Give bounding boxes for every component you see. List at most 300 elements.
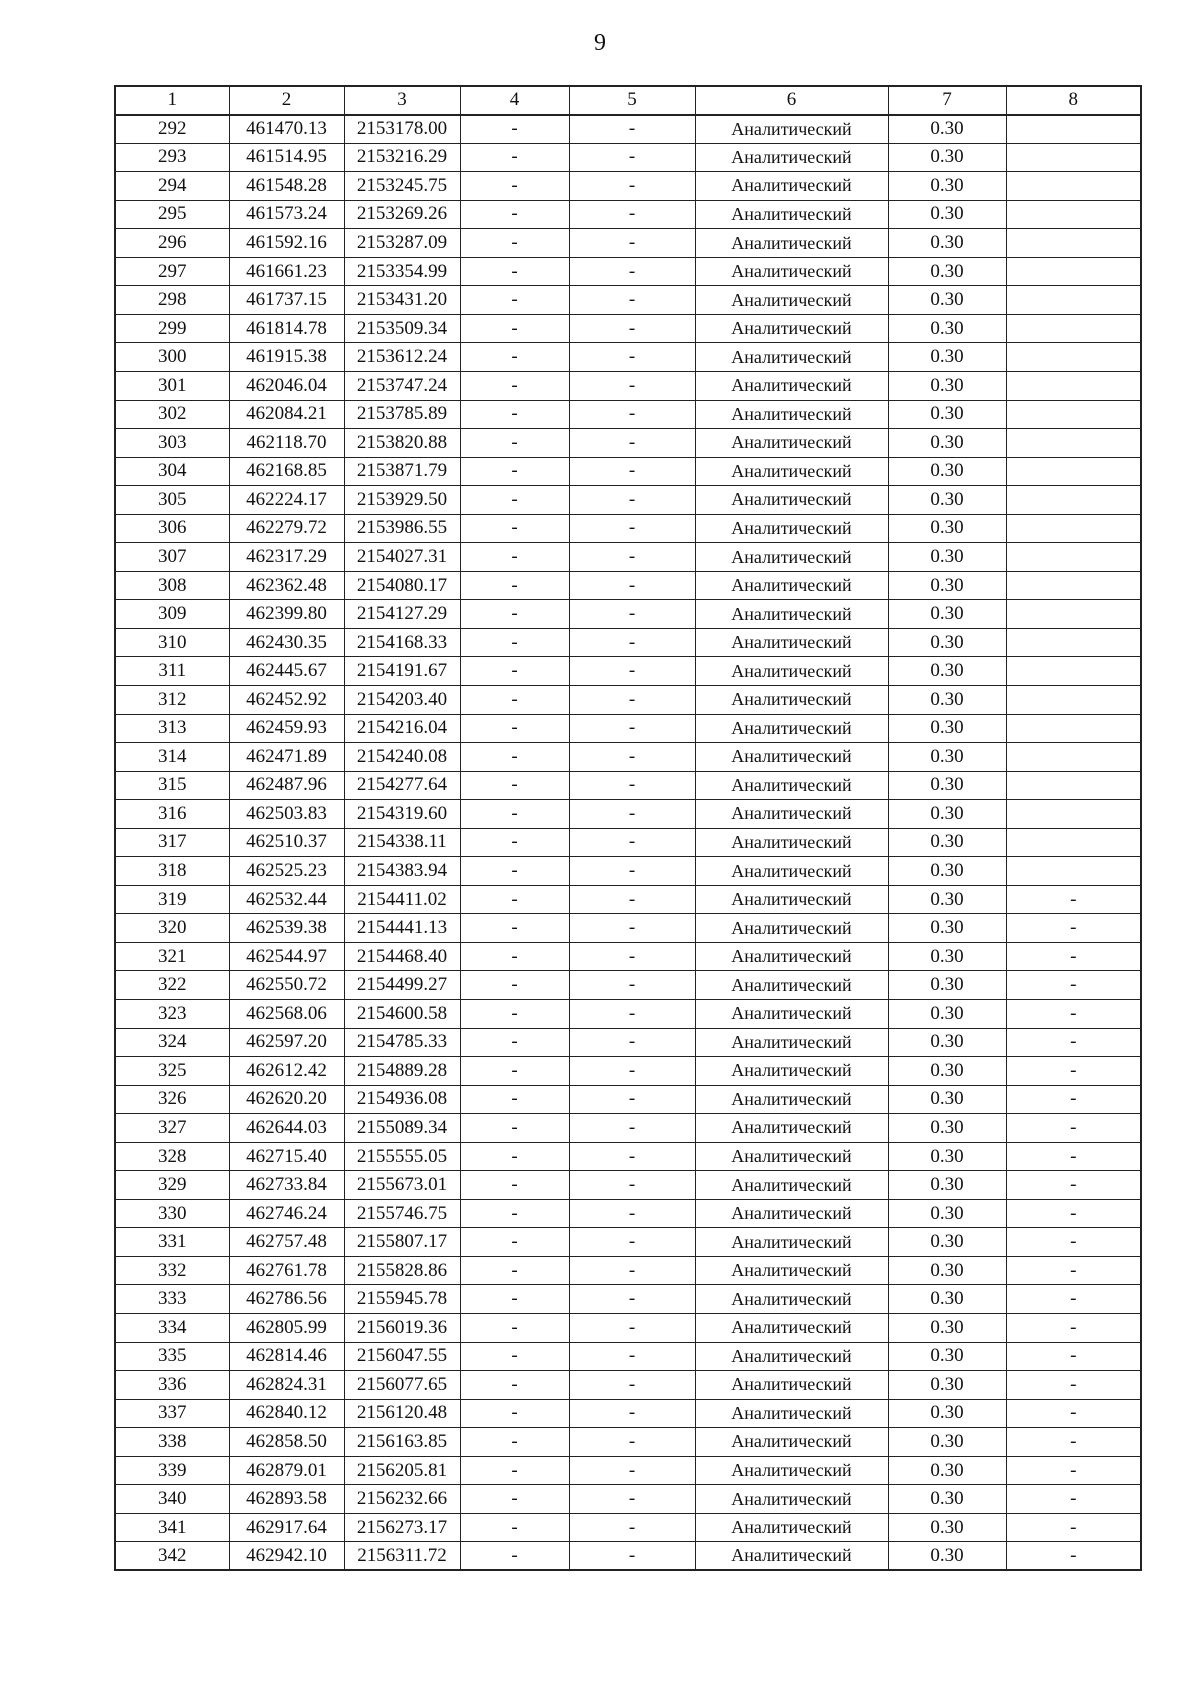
cell-col-5: - — [569, 343, 695, 372]
cell-col-5: - — [569, 1285, 695, 1314]
cell-point-number: 294 — [115, 172, 229, 201]
cell-col-4: - — [460, 1513, 569, 1542]
cell-col-4: - — [460, 714, 569, 743]
cell-col-5: - — [569, 1000, 695, 1029]
cell-col-5: - — [569, 1085, 695, 1114]
table-row — [115, 200, 1141, 229]
cell-col-5: - — [569, 857, 695, 886]
cell-coord-x: 462430.35 — [229, 628, 344, 657]
cell-accuracy: 0.30 — [888, 685, 1006, 714]
cell-coord-y: 2154216.04 — [344, 714, 460, 743]
cell-col-8: - — [1006, 1114, 1141, 1143]
cell-coord-y: 2155555.05 — [344, 1142, 460, 1171]
cell-accuracy: 0.30 — [888, 286, 1006, 315]
cell-determination-method: Аналитический — [695, 429, 888, 458]
cell-point-number: 328 — [115, 1142, 229, 1171]
cell-coord-x: 462805.99 — [229, 1314, 344, 1343]
cell-point-number: 307 — [115, 543, 229, 572]
cell-coord-y: 2153269.26 — [344, 200, 460, 229]
cell-coord-y: 2153820.88 — [344, 429, 460, 458]
cell-col-8: - — [1006, 1256, 1141, 1285]
cell-determination-method: Аналитический — [695, 657, 888, 686]
cell-determination-method: Аналитический — [695, 1314, 888, 1343]
cell-col-5: - — [569, 942, 695, 971]
cell-point-number: 308 — [115, 571, 229, 600]
cell-col-5: - — [569, 885, 695, 914]
cell-point-number: 326 — [115, 1085, 229, 1114]
cell-col-5: - — [569, 371, 695, 400]
cell-col-4: - — [460, 314, 569, 343]
cell-determination-method: Аналитический — [695, 1057, 888, 1086]
cell-accuracy: 0.30 — [888, 885, 1006, 914]
table-row — [115, 885, 1141, 914]
cell-coord-y: 2154785.33 — [344, 1028, 460, 1057]
cell-coord-y: 2153747.24 — [344, 371, 460, 400]
cell-determination-method: Аналитический — [695, 1456, 888, 1485]
cell-coord-x: 462084.21 — [229, 400, 344, 429]
cell-col-5: - — [569, 543, 695, 572]
table-row — [115, 1256, 1141, 1285]
cell-point-number: 335 — [115, 1342, 229, 1371]
cell-point-number: 303 — [115, 429, 229, 458]
cell-col-5: - — [569, 400, 695, 429]
cell-col-5: - — [569, 429, 695, 458]
cell-coord-y: 2156019.36 — [344, 1314, 460, 1343]
cell-coord-y: 2154411.02 — [344, 885, 460, 914]
cell-determination-method: Аналитический — [695, 143, 888, 172]
cell-point-number: 332 — [115, 1256, 229, 1285]
cell-coord-y: 2154889.28 — [344, 1057, 460, 1086]
header-cell-3: 3 — [344, 86, 460, 115]
cell-col-5: - — [569, 685, 695, 714]
cell-coord-y: 2153178.00 — [344, 115, 460, 144]
table-row — [115, 457, 1141, 486]
cell-col-5: - — [569, 1542, 695, 1571]
cell-determination-method: Аналитический — [695, 885, 888, 914]
cell-coord-y: 2154127.29 — [344, 600, 460, 629]
cell-col-4: - — [460, 1256, 569, 1285]
cell-point-number: 302 — [115, 400, 229, 429]
cell-col-5: - — [569, 457, 695, 486]
cell-col-8: - — [1006, 1171, 1141, 1200]
cell-coord-x: 462544.97 — [229, 942, 344, 971]
cell-determination-method: Аналитический — [695, 343, 888, 372]
cell-accuracy: 0.30 — [888, 457, 1006, 486]
cell-determination-method: Аналитический — [695, 486, 888, 515]
cell-point-number: 314 — [115, 743, 229, 772]
cell-determination-method: Аналитический — [695, 743, 888, 772]
cell-col-5: - — [569, 600, 695, 629]
cell-determination-method: Аналитический — [695, 1085, 888, 1114]
cell-col-4: - — [460, 1485, 569, 1514]
cell-point-number: 306 — [115, 514, 229, 543]
cell-coord-y: 2153216.29 — [344, 143, 460, 172]
cell-point-number: 311 — [115, 657, 229, 686]
cell-col-8 — [1006, 628, 1141, 657]
cell-determination-method: Аналитический — [695, 1399, 888, 1428]
cell-coord-y: 2156273.17 — [344, 1513, 460, 1542]
cell-col-4: - — [460, 400, 569, 429]
cell-accuracy: 0.30 — [888, 771, 1006, 800]
table-row — [115, 1542, 1141, 1571]
cell-point-number: 304 — [115, 457, 229, 486]
cell-coord-x: 462757.48 — [229, 1228, 344, 1257]
table-row — [115, 1513, 1141, 1542]
cell-determination-method: Аналитический — [695, 1542, 888, 1571]
table-row — [115, 143, 1141, 172]
cell-determination-method: Аналитический — [695, 514, 888, 543]
cell-col-4: - — [460, 571, 569, 600]
cell-col-4: - — [460, 286, 569, 315]
cell-col-4: - — [460, 257, 569, 286]
table-row — [115, 1142, 1141, 1171]
cell-coord-x: 462568.06 — [229, 1000, 344, 1029]
cell-col-5: - — [569, 229, 695, 258]
cell-col-8 — [1006, 657, 1141, 686]
cell-accuracy: 0.30 — [888, 1000, 1006, 1029]
cell-point-number: 333 — [115, 1285, 229, 1314]
cell-determination-method: Аналитический — [695, 1256, 888, 1285]
table-row — [115, 628, 1141, 657]
cell-point-number: 336 — [115, 1371, 229, 1400]
cell-coord-x: 462840.12 — [229, 1399, 344, 1428]
cell-accuracy: 0.30 — [888, 486, 1006, 515]
header-cell-5: 5 — [569, 86, 695, 115]
cell-point-number: 322 — [115, 971, 229, 1000]
cell-coord-x: 462471.89 — [229, 743, 344, 772]
cell-col-4: - — [460, 457, 569, 486]
cell-determination-method: Аналитический — [695, 1513, 888, 1542]
cell-determination-method: Аналитический — [695, 714, 888, 743]
cell-col-4: - — [460, 1000, 569, 1029]
table-row — [115, 314, 1141, 343]
table-row — [115, 771, 1141, 800]
cell-coord-x: 462597.20 — [229, 1028, 344, 1057]
cell-coord-y: 2154027.31 — [344, 543, 460, 572]
cell-col-8 — [1006, 200, 1141, 229]
cell-col-5: - — [569, 1314, 695, 1343]
table-row — [115, 800, 1141, 829]
cell-point-number: 323 — [115, 1000, 229, 1029]
cell-col-5: - — [569, 1028, 695, 1057]
cell-point-number: 318 — [115, 857, 229, 886]
cell-determination-method: Аналитический — [695, 628, 888, 657]
cell-col-8: - — [1006, 1199, 1141, 1228]
cell-col-4: - — [460, 885, 569, 914]
table-row — [115, 429, 1141, 458]
cell-col-8 — [1006, 800, 1141, 829]
cell-coord-x: 462279.72 — [229, 514, 344, 543]
cell-point-number: 327 — [115, 1114, 229, 1143]
cell-col-4: - — [460, 371, 569, 400]
cell-col-4: - — [460, 200, 569, 229]
cell-accuracy: 0.30 — [888, 1342, 1006, 1371]
cell-col-5: - — [569, 143, 695, 172]
cell-col-5: - — [569, 657, 695, 686]
cell-col-5: - — [569, 1428, 695, 1457]
header-cell-6: 6 — [695, 86, 888, 115]
table-row — [115, 828, 1141, 857]
table-row — [115, 1428, 1141, 1457]
cell-point-number: 312 — [115, 685, 229, 714]
cell-col-4: - — [460, 1171, 569, 1200]
cell-col-8 — [1006, 514, 1141, 543]
cell-coord-x: 461470.13 — [229, 115, 344, 144]
table-row — [115, 486, 1141, 515]
cell-col-4: - — [460, 800, 569, 829]
cell-accuracy: 0.30 — [888, 1542, 1006, 1571]
cell-point-number: 310 — [115, 628, 229, 657]
cell-col-8 — [1006, 571, 1141, 600]
cell-accuracy: 0.30 — [888, 371, 1006, 400]
cell-determination-method: Аналитический — [695, 400, 888, 429]
cell-coord-x: 462487.96 — [229, 771, 344, 800]
cell-accuracy: 0.30 — [888, 942, 1006, 971]
cell-determination-method: Аналитический — [695, 1228, 888, 1257]
page-number: 9 — [594, 30, 606, 56]
cell-coord-x: 462452.92 — [229, 685, 344, 714]
table-row — [115, 286, 1141, 315]
cell-accuracy: 0.30 — [888, 971, 1006, 1000]
cell-col-8: - — [1006, 885, 1141, 914]
cell-coord-x: 462942.10 — [229, 1542, 344, 1571]
cell-point-number: 296 — [115, 229, 229, 258]
cell-col-5: - — [569, 172, 695, 201]
cell-accuracy: 0.30 — [888, 1285, 1006, 1314]
cell-determination-method: Аналитический — [695, 600, 888, 629]
table-row — [115, 1314, 1141, 1343]
table-row — [115, 371, 1141, 400]
table-row — [115, 714, 1141, 743]
cell-determination-method: Аналитический — [695, 457, 888, 486]
header-cell-2: 2 — [229, 86, 344, 115]
cell-col-4: - — [460, 514, 569, 543]
cell-col-4: - — [460, 1028, 569, 1057]
cell-coord-y: 2155807.17 — [344, 1228, 460, 1257]
cell-col-5: - — [569, 743, 695, 772]
cell-accuracy: 0.30 — [888, 172, 1006, 201]
cell-col-8 — [1006, 371, 1141, 400]
cell-coord-x: 462858.50 — [229, 1428, 344, 1457]
table-row — [115, 571, 1141, 600]
cell-coord-x: 462786.56 — [229, 1285, 344, 1314]
coordinates-table — [114, 85, 1142, 1571]
cell-col-8: - — [1006, 1057, 1141, 1086]
cell-col-5: - — [569, 771, 695, 800]
cell-determination-method: Аналитический — [695, 229, 888, 258]
cell-col-5: - — [569, 1456, 695, 1485]
cell-point-number: 320 — [115, 914, 229, 943]
table-row — [115, 1000, 1141, 1029]
cell-point-number: 330 — [115, 1199, 229, 1228]
cell-coord-x: 461548.28 — [229, 172, 344, 201]
cell-accuracy: 0.30 — [888, 1485, 1006, 1514]
cell-accuracy: 0.30 — [888, 115, 1006, 144]
cell-coord-x: 462550.72 — [229, 971, 344, 1000]
cell-accuracy: 0.30 — [888, 857, 1006, 886]
cell-point-number: 300 — [115, 343, 229, 372]
cell-accuracy: 0.30 — [888, 1228, 1006, 1257]
cell-coord-x: 461814.78 — [229, 314, 344, 343]
cell-coord-y: 2155945.78 — [344, 1285, 460, 1314]
cell-determination-method: Аналитический — [695, 543, 888, 572]
cell-col-8: - — [1006, 1513, 1141, 1542]
cell-col-8: - — [1006, 1542, 1141, 1571]
cell-coord-x: 461737.15 — [229, 286, 344, 315]
cell-coord-y: 2153871.79 — [344, 457, 460, 486]
cell-coord-y: 2154600.58 — [344, 1000, 460, 1029]
cell-point-number: 309 — [115, 600, 229, 629]
cell-coord-y: 2154441.13 — [344, 914, 460, 943]
cell-col-5: - — [569, 257, 695, 286]
cell-col-5: - — [569, 1114, 695, 1143]
cell-coord-y: 2156205.81 — [344, 1456, 460, 1485]
table-row — [115, 115, 1141, 144]
cell-col-4: - — [460, 1114, 569, 1143]
table-row — [115, 685, 1141, 714]
cell-col-4: - — [460, 1428, 569, 1457]
cell-coord-y: 2154319.60 — [344, 800, 460, 829]
cell-col-8: - — [1006, 971, 1141, 1000]
cell-point-number: 292 — [115, 115, 229, 144]
cell-coord-y: 2153986.55 — [344, 514, 460, 543]
cell-coord-y: 2155828.86 — [344, 1256, 460, 1285]
cell-accuracy: 0.30 — [888, 229, 1006, 258]
cell-col-8 — [1006, 314, 1141, 343]
cell-col-5: - — [569, 1399, 695, 1428]
cell-coord-x: 461514.95 — [229, 143, 344, 172]
cell-coord-x: 462879.01 — [229, 1456, 344, 1485]
cell-col-4: - — [460, 115, 569, 144]
cell-col-5: - — [569, 1199, 695, 1228]
cell-coord-x: 462224.17 — [229, 486, 344, 515]
cell-point-number: 340 — [115, 1485, 229, 1514]
cell-accuracy: 0.30 — [888, 743, 1006, 772]
cell-col-5: - — [569, 200, 695, 229]
cell-determination-method: Аналитический — [695, 1114, 888, 1143]
cell-point-number: 298 — [115, 286, 229, 315]
cell-col-8 — [1006, 343, 1141, 372]
cell-col-8 — [1006, 457, 1141, 486]
table-row — [115, 172, 1141, 201]
cell-determination-method: Аналитический — [695, 1371, 888, 1400]
cell-accuracy: 0.30 — [888, 571, 1006, 600]
table-row — [115, 1085, 1141, 1114]
cell-coord-y: 2155673.01 — [344, 1171, 460, 1200]
cell-accuracy: 0.30 — [888, 1057, 1006, 1086]
cell-coord-y: 2155746.75 — [344, 1199, 460, 1228]
cell-col-4: - — [460, 143, 569, 172]
table-row — [115, 1456, 1141, 1485]
cell-point-number: 331 — [115, 1228, 229, 1257]
cell-accuracy: 0.30 — [888, 1028, 1006, 1057]
table-row — [115, 1285, 1141, 1314]
cell-coord-y: 2153431.20 — [344, 286, 460, 315]
table-row — [115, 1057, 1141, 1086]
cell-col-4: - — [460, 1342, 569, 1371]
cell-col-8 — [1006, 600, 1141, 629]
cell-point-number: 317 — [115, 828, 229, 857]
cell-determination-method: Аналитический — [695, 371, 888, 400]
table-row — [115, 400, 1141, 429]
cell-coord-x: 462503.83 — [229, 800, 344, 829]
cell-coord-x: 462824.31 — [229, 1371, 344, 1400]
cell-point-number: 325 — [115, 1057, 229, 1086]
cell-col-8: - — [1006, 1428, 1141, 1457]
cell-coord-y: 2156047.55 — [344, 1342, 460, 1371]
table-row — [115, 514, 1141, 543]
header-row — [115, 86, 1141, 115]
cell-col-5: - — [569, 486, 695, 515]
cell-coord-y: 2154240.08 — [344, 743, 460, 772]
table-row — [115, 1028, 1141, 1057]
cell-col-4: - — [460, 971, 569, 1000]
cell-col-4: - — [460, 1057, 569, 1086]
cell-point-number: 297 — [115, 257, 229, 286]
cell-coord-y: 2156311.72 — [344, 1542, 460, 1571]
cell-coord-x: 462459.93 — [229, 714, 344, 743]
cell-accuracy: 0.30 — [888, 1314, 1006, 1343]
cell-determination-method: Аналитический — [695, 828, 888, 857]
cell-col-4: - — [460, 914, 569, 943]
cell-coord-y: 2156077.65 — [344, 1371, 460, 1400]
cell-col-5: - — [569, 800, 695, 829]
cell-coord-y: 2154499.27 — [344, 971, 460, 1000]
cell-point-number: 329 — [115, 1171, 229, 1200]
cell-coord-x: 462118.70 — [229, 429, 344, 458]
cell-col-5: - — [569, 1485, 695, 1514]
cell-accuracy: 0.30 — [888, 1199, 1006, 1228]
cell-col-5: - — [569, 286, 695, 315]
cell-coord-x: 462168.85 — [229, 457, 344, 486]
cell-col-4: - — [460, 685, 569, 714]
cell-determination-method: Аналитический — [695, 1142, 888, 1171]
cell-col-8 — [1006, 714, 1141, 743]
cell-coord-y: 2154080.17 — [344, 571, 460, 600]
cell-accuracy: 0.30 — [888, 714, 1006, 743]
cell-coord-y: 2155089.34 — [344, 1114, 460, 1143]
cell-accuracy: 0.30 — [888, 400, 1006, 429]
cell-col-8 — [1006, 828, 1141, 857]
cell-col-4: - — [460, 1371, 569, 1400]
table-row — [115, 971, 1141, 1000]
cell-determination-method: Аналитический — [695, 1428, 888, 1457]
cell-col-4: - — [460, 942, 569, 971]
cell-col-5: - — [569, 828, 695, 857]
cell-coord-y: 2156163.85 — [344, 1428, 460, 1457]
cell-coord-x: 462644.03 — [229, 1114, 344, 1143]
cell-point-number: 338 — [115, 1428, 229, 1457]
cell-coord-y: 2153509.34 — [344, 314, 460, 343]
cell-col-8 — [1006, 400, 1141, 429]
cell-accuracy: 0.30 — [888, 257, 1006, 286]
cell-coord-x: 461915.38 — [229, 343, 344, 372]
cell-determination-method: Аналитический — [695, 1028, 888, 1057]
cell-col-4: - — [460, 343, 569, 372]
cell-determination-method: Аналитический — [695, 857, 888, 886]
cell-determination-method: Аналитический — [695, 1171, 888, 1200]
cell-col-8: - — [1006, 1342, 1141, 1371]
cell-coord-x: 462046.04 — [229, 371, 344, 400]
cell-point-number: 299 — [115, 314, 229, 343]
cell-col-5: - — [569, 1371, 695, 1400]
cell-point-number: 334 — [115, 1314, 229, 1343]
cell-determination-method: Аналитический — [695, 257, 888, 286]
cell-col-5: - — [569, 115, 695, 144]
cell-accuracy: 0.30 — [888, 200, 1006, 229]
cell-col-8 — [1006, 771, 1141, 800]
cell-coord-x: 462317.29 — [229, 543, 344, 572]
